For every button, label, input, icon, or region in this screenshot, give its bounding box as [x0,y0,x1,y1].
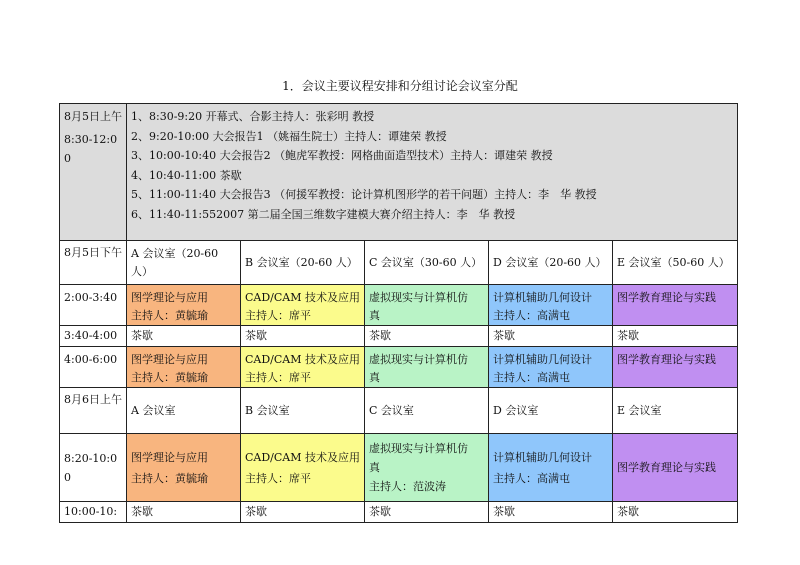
session-topic: 计算机辅助几何设计 [493,353,592,366]
page-title: 1．会议主要议程安排和分组讨论会议室分配 [282,79,518,93]
session-host: 主持人：席平 [245,471,311,485]
session-cell [365,347,489,388]
time-label: 8:30-12:00 [64,133,118,165]
agenda-item: 6、11:40-11:552007 第二届全国三维数字建模大赛介绍主持人：李 华 教授 [131,207,516,221]
agenda-item: 5、11:00-11:40 大会报告3 （何援军教授：论计算机图形学的若干问题）主持人：李 华 教授 [131,188,597,201]
session-topic: 图学教育理论与实践 [617,460,716,474]
break-cell: 茶歇 [127,502,241,523]
break-cell: 茶歇 [489,502,613,523]
session-host: 主持人：范波涛 [369,480,446,493]
break-cell: 茶歇 [613,326,738,347]
agenda-item: 4、10:40-11:00 茶歇 [131,168,242,182]
session-cell [365,285,489,326]
room-header-c: C 会议室（30-60 人） [365,241,489,285]
session-host: 主持人：黄毓瑜 [131,471,208,485]
room-header-d: D 会议室 [489,388,613,434]
break-cell: 茶歇 [241,326,365,347]
room-header-d: D 会议室（20-60 人） [489,241,613,285]
break-cell: 茶歇 [365,502,489,523]
time-label: 8:20-10:00 [60,434,127,502]
time-label: 2:00-3:40 [60,285,127,326]
room-header-b: B 会议室 [241,388,365,434]
day-label: 8月5日下午 [60,241,127,285]
day1-morning-cell [60,104,127,241]
session-topic: 图学理论与应用 [131,353,208,366]
session-cell [613,347,738,388]
time-label: 4:00-6:00 [60,347,127,388]
session-cell [489,347,613,388]
break-cell: 茶歇 [489,326,613,347]
session-topic: 虚拟现实与计算机仿 [369,442,468,455]
agenda-item: 2、9:20-10:00 大会报告1 （姚福生院士）主持人：谭建荣 教授 [131,129,447,143]
session-topic: 虚拟现实与计算机仿 [369,353,468,366]
session-cell [489,285,613,326]
table-row [60,104,738,241]
room-header-e: E 会议室 [613,388,738,434]
session-cell [241,347,365,388]
session-cell [241,285,365,326]
day-label: 8月5日上午 [64,110,122,123]
room-header-e: E 会议室（50-60 人） [613,241,738,285]
session-cell [127,434,241,502]
table-row [60,434,738,502]
schedule-table [59,103,738,523]
session-host: 主持人：高满屯 [493,371,570,384]
day1-morning-agenda [127,104,738,241]
session-host: 主持人：高满屯 [493,309,570,322]
session-topic: 图学理论与应用 [131,450,208,464]
agenda-item: 3、10:00-10:40 大会报告2 （鲍虎军教授：网格曲面造型技术）主持人：谭建荣 教授 [131,149,553,162]
session-topic: CAD/CAM 技术及应用 [245,291,361,304]
session-cell [365,434,489,502]
break-cell: 茶歇 [127,326,241,347]
session-topic: 虚拟现实与计算机仿 [369,291,468,304]
break-cell: 茶歇 [365,326,489,347]
table-row [60,326,738,347]
session-topic: 计算机辅助几何设计 [493,450,592,464]
session-topic-cont: 真 [369,461,380,474]
session-host: 主持人：高满屯 [493,471,570,485]
room-header-a: A 会议室 [127,388,241,434]
session-host: 真 [369,371,380,384]
session-host: 主持人：黄毓瑜 [131,371,208,384]
break-cell: 茶歇 [241,502,365,523]
room-header-b: B 会议室（20-60 人） [241,241,365,285]
session-host: 真 [369,309,380,322]
day-label: 8月6日上午 [60,388,127,434]
agenda-item: 1、8:30-9:20 开幕式、合影主持人：张彩明 教授 [131,110,375,123]
table-row [60,285,738,326]
table-row [60,388,738,434]
session-cell [127,285,241,326]
time-label: 3:40-4:00 [60,326,127,347]
session-cell [241,434,365,502]
session-topic: 图学教育理论与实践 [617,291,716,304]
room-header-c: C 会议室 [365,388,489,434]
session-cell [489,434,613,502]
session-cell [613,285,738,326]
room-header-a: A 会议室（20-60 人） [127,241,241,285]
session-topic: CAD/CAM 技术及应用 [245,450,361,464]
session-cell [127,347,241,388]
table-row [60,347,738,388]
time-label: 10:00-10: [60,502,127,523]
session-host: 主持人：黄毓瑜 [131,309,208,322]
session-topic: 图学教育理论与实践 [617,353,716,366]
session-cell [613,434,738,502]
session-topic: CAD/CAM 技术及应用 [245,353,361,366]
break-cell: 茶歇 [613,502,738,523]
session-topic: 图学理论与应用 [131,291,208,304]
session-topic: 计算机辅助几何设计 [493,291,592,304]
table-row [60,502,738,523]
session-host: 主持人：席平 [245,371,311,384]
table-row [60,241,738,285]
session-host: 主持人：席平 [245,309,311,322]
